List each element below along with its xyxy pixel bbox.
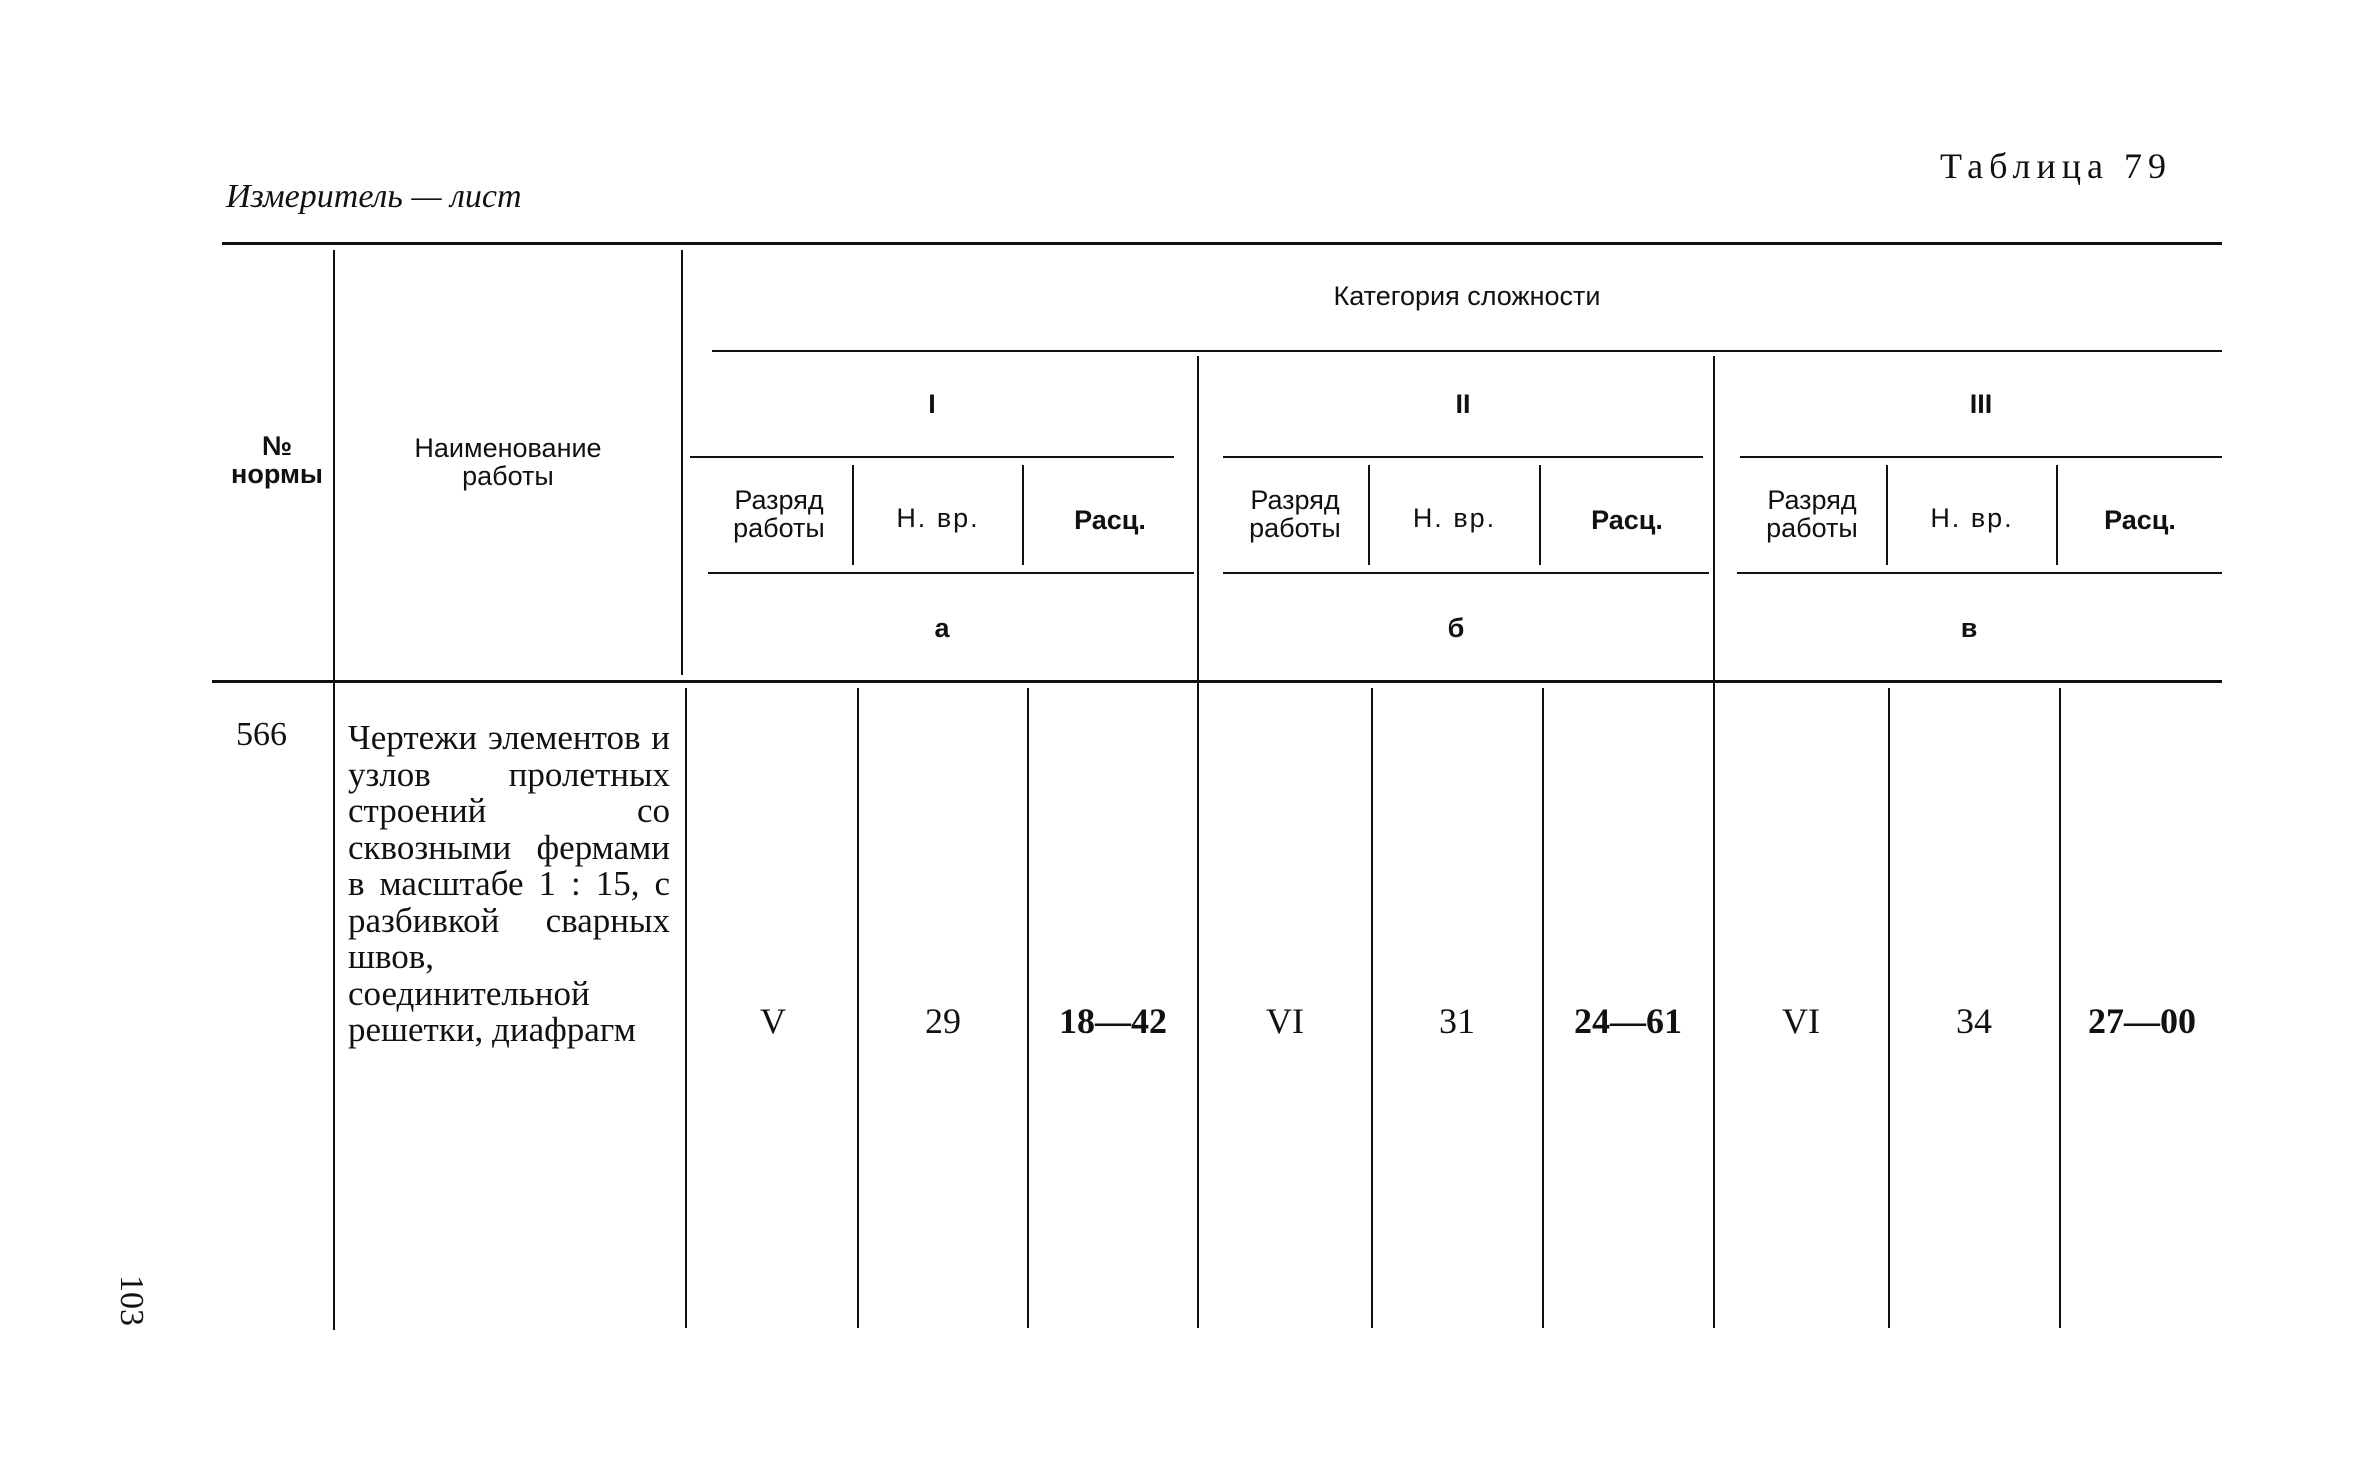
header-bottom-rule [212,680,2222,683]
roman-rule-3 [1740,456,2222,458]
body-rule-b1 [1371,688,1373,1328]
col-rule-cat3 [1713,356,1715,1328]
category-rule [712,350,2222,352]
body-rule-b2 [1542,688,1544,1328]
sub-grade-header-2-line2: работы [1249,513,1341,543]
sub-rule-1 [708,572,1194,574]
col-rule-name-header [681,250,683,675]
complexity-category-header: Категория сложности [1333,281,1601,311]
norm-no-header-line2: нормы [231,459,323,489]
norm-no-header [222,432,332,488]
category-letter-3: в [1960,613,1978,643]
roman-rule-1 [690,456,1174,458]
cat3-rate: 27—00 [2088,1001,2196,1041]
body-rule-c2 [2059,688,2061,1328]
sub-time-header-1: Н. вр. [896,503,980,533]
sub-grade-header-3 [1738,486,1886,542]
cat3-time: 34 [1956,1001,1992,1041]
work-name-header [336,434,680,490]
cat2-rate: 24—61 [1574,1001,1682,1041]
category-letter-1: а [934,613,950,643]
cat2-grade: VI [1266,1001,1304,1041]
work-description: Чертежи элементов и узлов пролетных строений со сквозными фермами в масштабе 1 : 15, с разбивкой сварных швов, соединительной решетки, диафрагм [348,718,670,1049]
sub-time-header-2: Н. вр. [1412,503,1497,533]
cat1-grade: V [760,1001,786,1041]
table-top-rule [222,242,2222,245]
sub-time-header-3: Н. вр. [1930,503,2014,533]
col-rule-name [685,688,687,1328]
roman-rule-2 [1223,456,1703,458]
body-rule-a1 [857,688,859,1328]
sub-grade-header-2 [1222,486,1368,542]
cat3-grade: VI [1782,1001,1820,1041]
category-roman-3: III [1969,389,1993,419]
sub-rate-header-2: Расц. [1591,505,1663,535]
sub-grade-header-1-line2: работы [733,513,825,543]
cat1-time: 29 [925,1001,961,1041]
category-roman-1: I [928,389,936,419]
sub-grade-header-3-line1: Разряд [1767,485,1857,515]
body-rule-c1 [1888,688,1890,1328]
work-name-header-line1: Наименование [414,433,602,463]
sub-grade-header-2-line1: Разряд [1250,485,1340,515]
work-name-header-line2: работы [462,461,554,491]
sub-grade-header-1 [706,486,852,542]
sub-rule-2 [1223,572,1709,574]
col-rule-cat2 [1197,356,1199,1328]
category-letter-2: б [1447,613,1465,643]
measure-label: Измеритель — лист [226,178,522,215]
cat2-time: 31 [1439,1001,1475,1041]
col-rule-norm [333,250,335,1330]
norm-number: 566 [236,716,287,753]
sub-grade-header-1-line1: Разряд [734,485,824,515]
table-number: Таблица 79 [1940,146,2172,186]
sub-grade-header-3-line2: работы [1766,513,1858,543]
page-number: 103 [113,1275,150,1326]
sub-rule-3 [1737,572,2222,574]
body-rule-a2 [1027,688,1029,1328]
norm-no-header-line1: № [261,431,293,461]
category-roman-2: II [1455,389,1471,419]
sub-rate-header-3: Расц. [2104,505,2176,535]
cat1-rate: 18—42 [1059,1001,1167,1041]
sub-rate-header-1: Расц. [1074,505,1146,535]
